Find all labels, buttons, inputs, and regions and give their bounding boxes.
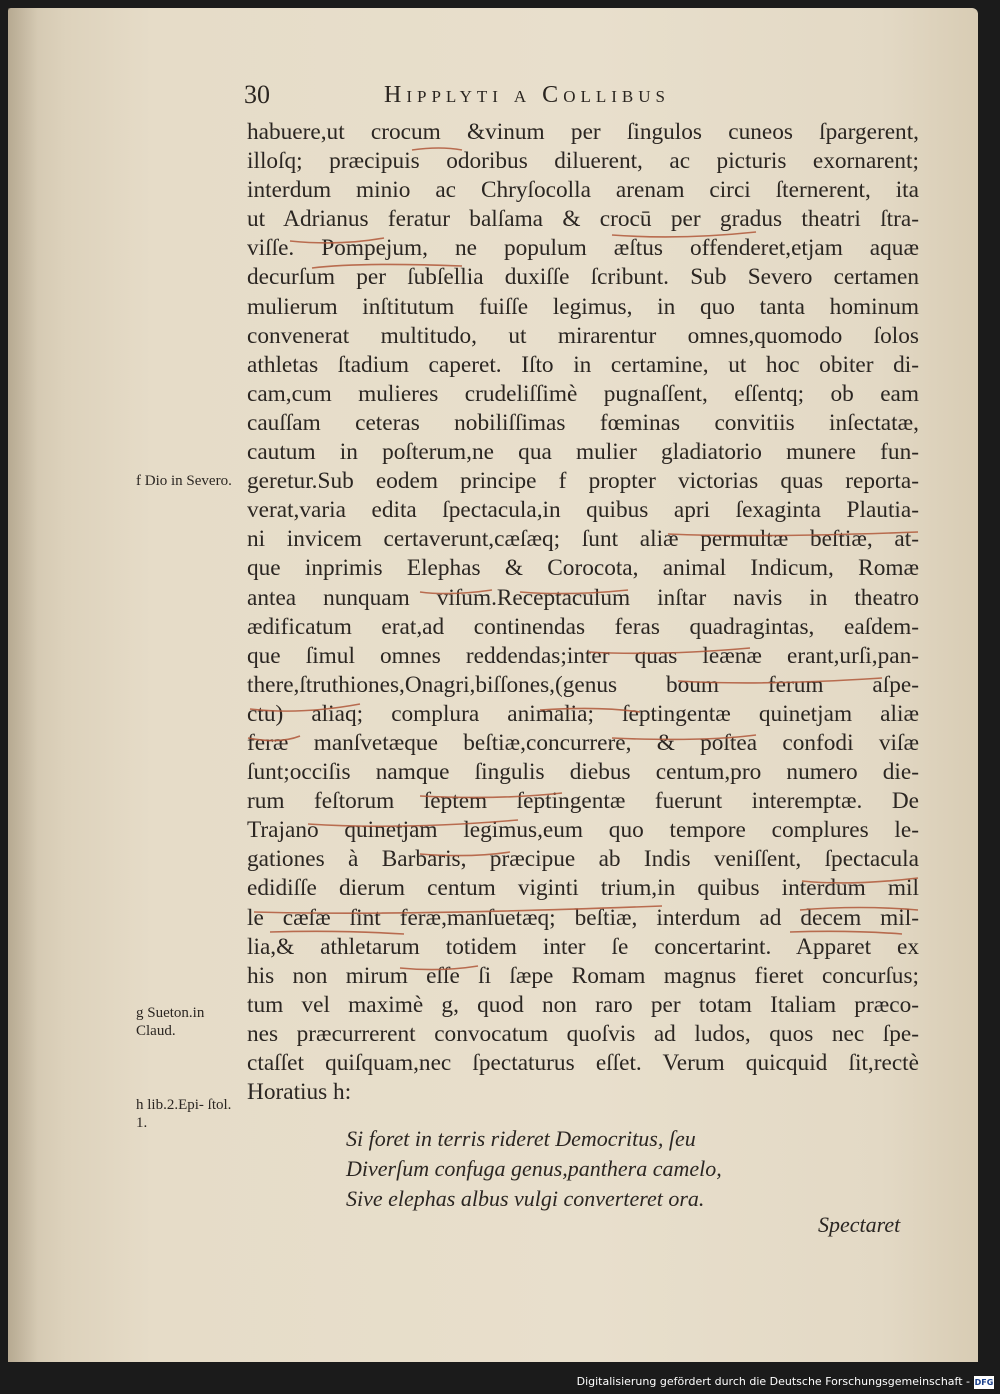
text-line: ædificatum erat,ad continendas feras quadragintas, eaſdem-	[247, 613, 919, 640]
running-head: Hipplyti a Collibus	[384, 82, 670, 108]
text-line: athletas ſtadium caperet. Iſto in certamine, ut hoc obiter di-	[247, 351, 919, 378]
verse-line: Diverſum confuga genus,panthera camelo,	[346, 1156, 722, 1181]
text-line: lia,& athletarum totidem inter ſe concertarint. Apparet ex	[247, 933, 919, 960]
text-line: antea nunquam viſum.Receptaculum inſtar navis in theatro	[247, 584, 919, 611]
text-line: ctaſſet quiſquam,nec ſpectaturus eſſet. Verum quicquid ſit,rectè	[247, 1050, 919, 1076]
page-header	[244, 80, 914, 112]
verse-line: Si foret in terris rideret Democritus, ſeu	[346, 1126, 696, 1151]
text-line: his non mirum eſſe ſi ſæpe Romam magnus fieret concurſus;	[247, 962, 919, 989]
footer-bar	[0, 1372, 1000, 1394]
text-line: gationes à Barbaris, præcipue ab Indis veniſſent, ſpectacula	[247, 846, 919, 873]
text-line: decurſum per ſubſellia duxiſſe ſcribunt. Sub Severo certamen	[247, 264, 919, 291]
text-line: ni invicem certaverunt,cæſæq; ſunt aliæ permultæ beſtiæ, at-	[247, 526, 919, 553]
text-line: verat,varia edita ſpectacula,in quibus apri ſexaginta Plautia-	[247, 497, 919, 524]
text-line: geretur.Sub eodem principe f propter victorias quas reporta-	[247, 468, 919, 495]
catchword: Spectaret	[818, 1212, 901, 1237]
margin-note-f: f Dio in Severo.	[136, 473, 232, 489]
text-line: rum feſtorum ſeptem ſeptingentæ fuerunt interemptæ. De	[247, 788, 919, 815]
text-line: habuere,ut crocum &vinum per ſingulos cuneos ſpargerent,	[247, 119, 919, 145]
text-line: illoſq; præcipuis odoribus diluerent, ac picturis exornarent;	[247, 148, 919, 175]
text-line: convenerat multitudo, ut mirarentur omnes,quomodo ſolos	[247, 322, 919, 349]
text-line: there,ſtruthiones,Onagri,biſſones,(genus boum ferum aſpe-	[247, 671, 919, 698]
text-line: ſunt;occiſis namque ſingulis diebus centum,pro numero die-	[247, 759, 919, 786]
margin-note-h: h lib.2.Epi- ſtol. 1.	[136, 1097, 232, 1131]
text-line: edidiſſe dierum centum viginti trium,in quibus interdum mil	[247, 875, 919, 902]
text-line: cam,cum mulieres crudeliſſimè pugnaſſent, eſſentq; ob eam	[247, 380, 919, 407]
text-line: interdum minio ac Chryſocolla arenam circi ſternerent, ita	[247, 177, 919, 204]
body-text	[247, 118, 919, 1107]
text-line: le cæſæ ſint feræ,manſuetæq; beſtiæ, interdum ad decem mil-	[247, 904, 919, 931]
text-line: tum vel maximè g, quod non raro per totam Italiam præco-	[247, 991, 919, 1018]
margin-note-g: g Sueton.in Claud.	[136, 1005, 205, 1039]
text-line: feræ manſvetæque beſtiæ,concurrere, & poſtea confodi viſæ	[247, 729, 919, 756]
text-line: cauſſam ceteras nobiliſſimas fœminas convitiis inſectatæ,	[247, 409, 919, 436]
dfg-logo-icon: DFG	[974, 1378, 994, 1387]
text-line: Trajano quinetjam legimus,eum quo tempore complures le-	[247, 817, 919, 844]
text-line: que ſimul omnes reddendas;inter quas leænæ erant,urſi,pan-	[247, 642, 919, 669]
page-number: 30	[244, 80, 270, 109]
page-shadow	[8, 8, 38, 1362]
text-line: que inprimis Elephas & Corocota, animal Indicum, Romæ	[247, 555, 919, 582]
text-line: viſſe. Pompejum, ne populum æſtus offenderet,etjam aquæ	[247, 235, 919, 262]
text-line: mulierum inſtitutum fuiſſe legimus, in quo tanta hominum	[247, 293, 919, 320]
text-line: cautum in poſterum,ne qua mulier gladiatorio munere fun-	[247, 439, 919, 466]
verse-quotation	[346, 1124, 722, 1214]
text-line: ut Adrianus feratur balſama & crocū per gradus theatri ſtra-	[247, 206, 919, 233]
text-line: nes præcurrerent convocatum quoſvis ad ludos, quos nec ſpe-	[247, 1020, 919, 1047]
text-line: ctu) aliaq; complura animalia; ſeptingentæ quinetjam aliæ	[247, 700, 919, 727]
verse-line: Sive elephas albus vulgi converteret ora.	[346, 1186, 705, 1211]
funding-credit: Digitalisierung gefördert durch die Deutsche Forschungsgemeinschaft -	[576, 1375, 970, 1388]
text-line: Horatius h:	[247, 1079, 352, 1106]
